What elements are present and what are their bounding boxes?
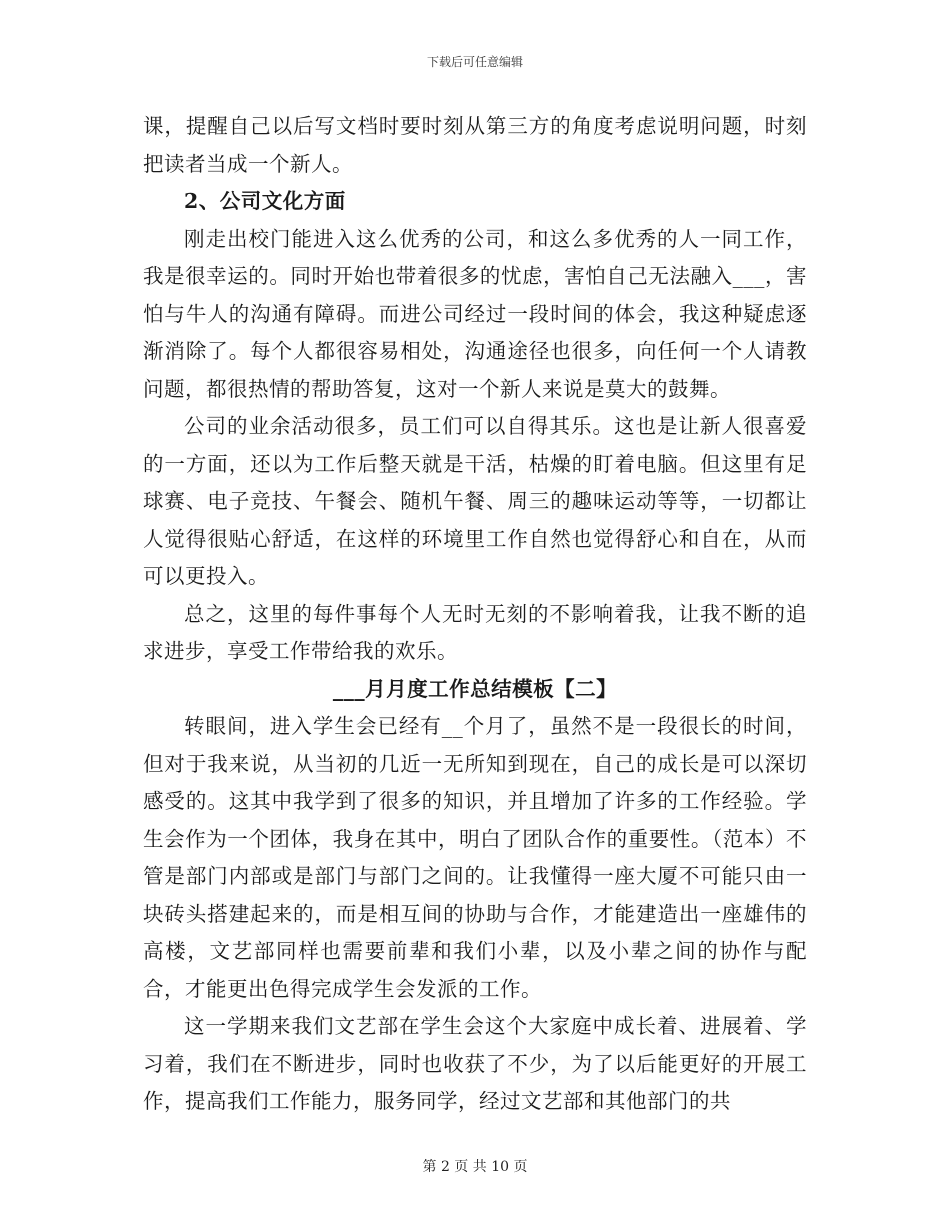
paragraph-continuation: 课，提醒自己以后写文档时要时刻从第三方的角度考虑说明问题，时刻把读者当成一个新人。 xyxy=(143,114,807,176)
page-footer: 第 2 页 共 10 页 xyxy=(422,1159,528,1175)
paragraph: 刚走出校门能进入这么优秀的公司，和这么多优秀的人一同工作，我是很幸运的。同时开始也带着很多的忧虑，害怕自己无法融入___，害怕与牛人的沟通有障碍。而进公司经过一段时间的体会，我这种疑虑逐渐消除了。每个人都很容易相处，沟通途径也很多，向任何一个人请教问题，都很热情的帮助答复，这对一个新人来说是莫大的鼓舞。 xyxy=(143,226,807,401)
section-heading: 2、公司文化方面 xyxy=(184,189,346,213)
page-header: 下载后可任意编辑 xyxy=(426,55,523,69)
document-title: ___月月度工作总结模板【二】 xyxy=(332,676,618,701)
paragraph: 转眼间，进入学生会已经有__个月了，虽然不是一段很长的时间，但对于我来说，从当初的几近一无所知到现在，自己的成长是可以深切感受的。这其中我学到了很多的知识，并且增加了许多的工作经验。学生会作为一个团体，我身在其中，明白了团队合作的重要性。（范本）不管是部门内部或是部门与部门之间的。让我懂得一座大厦不可能只由一块砖头搭建起来的，而是相互间的协助与合作，才能建造出一座雄伟的高楼，文艺部同样也需要前辈和我们小辈，以及小辈之间的协作与配合，才能更出色得完成学生会发派的工作。 xyxy=(143,714,807,1001)
paragraph: 公司的业余活动很多，员工们可以自得其乐。这也是让新人很喜爱的一方面，还以为工作后整天就是干活，枯燥的盯着电脑。但这里有足球赛、电子竞技、午餐会、随机午餐、周三的趣味运动等等，一切都让人觉得很贴心舒适，在这样的环境里工作自然也觉得舒心和自在，从而可以更投入。 xyxy=(143,414,807,588)
paragraph: 这一学期来我们文艺部在学生会这个大家庭中成长着、进展着、学习着，我们在不断进步，同时也收获了不少，为了以后能更好的开展工作，提高我们工作能力，服务同学，经过文艺部和其他部门的共 xyxy=(143,1014,807,1113)
paragraph: 总之，这里的每件事每个人无时无刻的不影响着我，让我不断的追求进步，享受工作带给我的欢乐。 xyxy=(143,601,807,663)
document-body xyxy=(143,108,807,1121)
